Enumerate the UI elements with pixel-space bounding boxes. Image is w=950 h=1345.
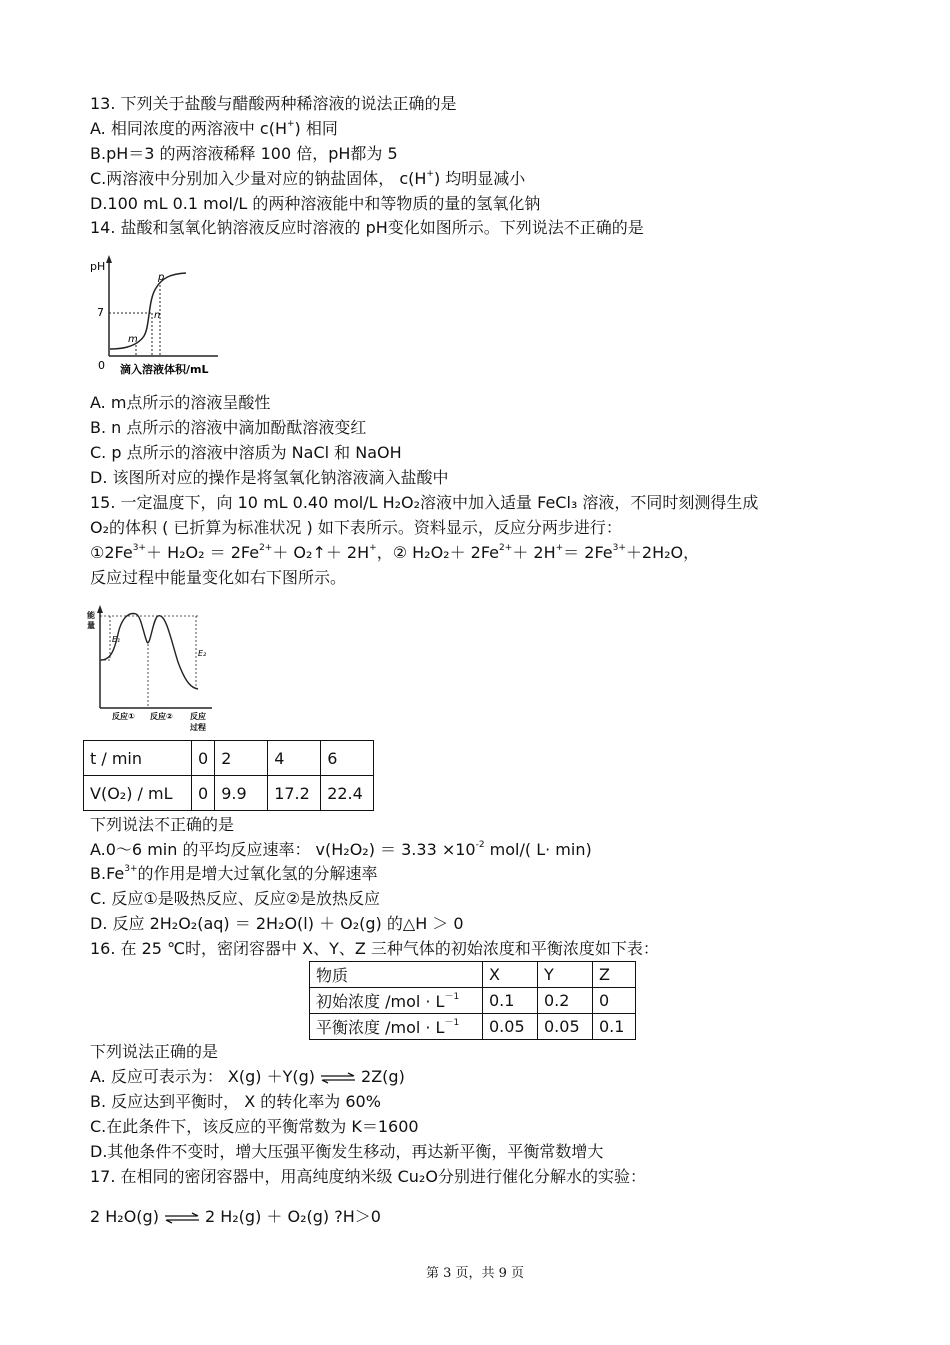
x-label-process: 过程	[190, 723, 206, 732]
q14-option-c: C. p 点所示的溶液中溶质为 NaCl 和 NaOH	[90, 443, 402, 462]
table-row	[310, 988, 636, 1014]
table-row	[84, 776, 374, 811]
table-cell: 0	[192, 776, 215, 811]
time-header: t / min	[84, 741, 192, 776]
table-header-cell: 物质	[310, 962, 483, 988]
e2-label: E₂	[198, 649, 207, 658]
q13-option-a: A. 相同浓度的两溶液中 c(H+) 相同	[90, 119, 338, 138]
table-header-cell: Y	[538, 962, 593, 988]
table-cell: 0.1	[483, 988, 538, 1014]
table-cell: 0.05	[483, 1014, 538, 1040]
q13-option-b: B.pH＝3 的两溶液稀释 100 倍，pH都为 5	[90, 144, 398, 163]
q15-option-b: $B.Fe^{3+}$的作用是增大过氧化氢的分解速率	[90, 864, 378, 883]
page-footer: 第 3 页，共 9 页	[425, 1266, 525, 1281]
ph-axis-label: pH	[90, 260, 106, 273]
equilibrium-concentration-label: 平衡浓度 $/mol \cdot L^{-1}$	[310, 1014, 483, 1040]
q15-stem-line3: 反应过程中能量变化如右下图所示。	[90, 568, 347, 587]
table-cell: 0	[593, 988, 636, 1014]
q15-equations: $①2Fe^{3+}+ H_2O_2 = 2Fe^{2+}+$ O₂↑＋ 2H+，② $H_2O_2+ 2Fe^{2+}+ 2H^+= 2Fe^{3+}+2H_2O$，	[90, 543, 700, 562]
table-cell: 0	[192, 741, 215, 776]
q14-option-b: B. n 点所示的溶液中滴加酚酞溶液变红	[90, 418, 367, 437]
table-cell: 22.4	[321, 776, 374, 811]
origin-label: 0	[98, 359, 105, 372]
concentration-table	[309, 961, 636, 1040]
q16-option-a: A. 反应可表示为： X(g) ＋Y(g) 2Z(g)	[90, 1067, 405, 1086]
point-m-label: m	[128, 334, 138, 345]
x-axis-label: 滴入溶液体积/mL	[120, 363, 209, 376]
q14-option-d: D. 该图所对应的操作是将氢氧化钠溶液滴入盐酸中	[90, 468, 449, 487]
x-label-reaction: 反应	[190, 712, 206, 721]
q16-option-b: B. 反应达到平衡时， X 的转化率为 60%	[90, 1092, 381, 1111]
q13-stem: 13. 下列关于盐酸与醋酸两种稀溶液的说法正确的是	[90, 94, 457, 113]
table-row	[84, 741, 374, 776]
q15-option-c: C. 反应①是吸热反应、反应②是放热反应	[90, 889, 381, 908]
q15-option-d: D. 反应 2H₂O₂(aq) ＝ 2H₂O(l) ＋ O₂(g) 的△H ＞ 0	[90, 914, 464, 933]
initial-concentration-label: 初始浓度 $/mol \cdot L^{-1}$	[310, 988, 483, 1014]
table-row	[310, 962, 636, 988]
q15-option-a: A.0～6 min 的平均反应速率： $v(H_2O_2) = 3.33 \times 10^{-2}$ mol/( L· min)	[90, 840, 592, 859]
q17-equation: 2 H₂O(g) 2 H₂(g) ＋ O₂(g) ?H＞0	[90, 1207, 381, 1226]
oxygen-volume-table	[83, 740, 374, 811]
table-cell: 2	[215, 741, 268, 776]
q16-stem: 16. 在 25 ℃时，密闭容器中 X、Y、Z 三种气体的初始浓度和平衡浓度如下表：	[90, 939, 659, 958]
q15-stem-line2: O₂的体积 ( 已折算为标准状况 ) 如下表所示。资料显示，反应分两步进行：	[90, 518, 622, 537]
ph-tick-7: 7	[97, 306, 104, 319]
volume-header: V(O₂) / mL	[84, 776, 192, 811]
equilibrium-arrow-icon	[319, 1072, 357, 1084]
equilibrium-arrow-icon	[163, 1212, 201, 1224]
q14-stem: 14. 盐酸和氢氧化钠溶液反应时溶液的 pH变化如图所示。下列说法不正确的是	[90, 218, 644, 237]
x-label-reaction1: 反应①	[112, 712, 135, 721]
q13-option-c: C.两溶液中分别加入少量对应的钠盐固体， c(H+) 均明显减小	[90, 169, 526, 188]
table-cell: 4	[268, 741, 321, 776]
q13-option-d: D.100 mL 0.1 mol/L 的两种溶液能中和等物质的量的氢氧化钠	[90, 194, 541, 213]
q16-ask: 下列说法正确的是	[90, 1042, 219, 1061]
table-header-cell: Z	[593, 962, 636, 988]
e1-label: E₁	[112, 635, 121, 644]
q14-option-a: A. m点所示的溶液呈酸性	[90, 393, 271, 412]
q16-option-c: C.在此条件下，该反应的平衡常数为 K＝1600	[90, 1117, 419, 1136]
q15-ask: 下列说法不正确的是	[90, 815, 235, 834]
energy-axis-label-1: 能	[87, 611, 95, 620]
q17-stem: 17. 在相同的密闭容器中，用高纯度纳米级 Cu₂O分别进行催化分解水的实验：	[90, 1167, 646, 1186]
point-n-label: n	[154, 310, 161, 321]
table-cell: 0.05	[538, 1014, 593, 1040]
q15-stem-line1: 15. 一定温度下，向 10 mL 0.40 mol/L H₂O₂溶液中加入适量 FeCl₃ 溶液，不同时刻测得生成	[90, 493, 759, 512]
table-cell: 17.2	[268, 776, 321, 811]
ph-titration-graph	[88, 252, 228, 380]
table-cell: 0.2	[538, 988, 593, 1014]
energy-axis-label-2: 量	[87, 621, 95, 630]
x-label-reaction2: 反应②	[150, 712, 173, 721]
point-p-label: p	[158, 272, 165, 283]
energy-profile-graph	[86, 604, 226, 734]
table-cell: 0.1	[593, 1014, 636, 1040]
table-cell: 6	[321, 741, 374, 776]
table-cell: 9.9	[215, 776, 268, 811]
q16-option-d: D.其他条件不变时，增大压强平衡发生移动，再达新平衡，平衡常数增大	[90, 1142, 604, 1161]
table-row	[310, 1014, 636, 1040]
table-header-cell: X	[483, 962, 538, 988]
